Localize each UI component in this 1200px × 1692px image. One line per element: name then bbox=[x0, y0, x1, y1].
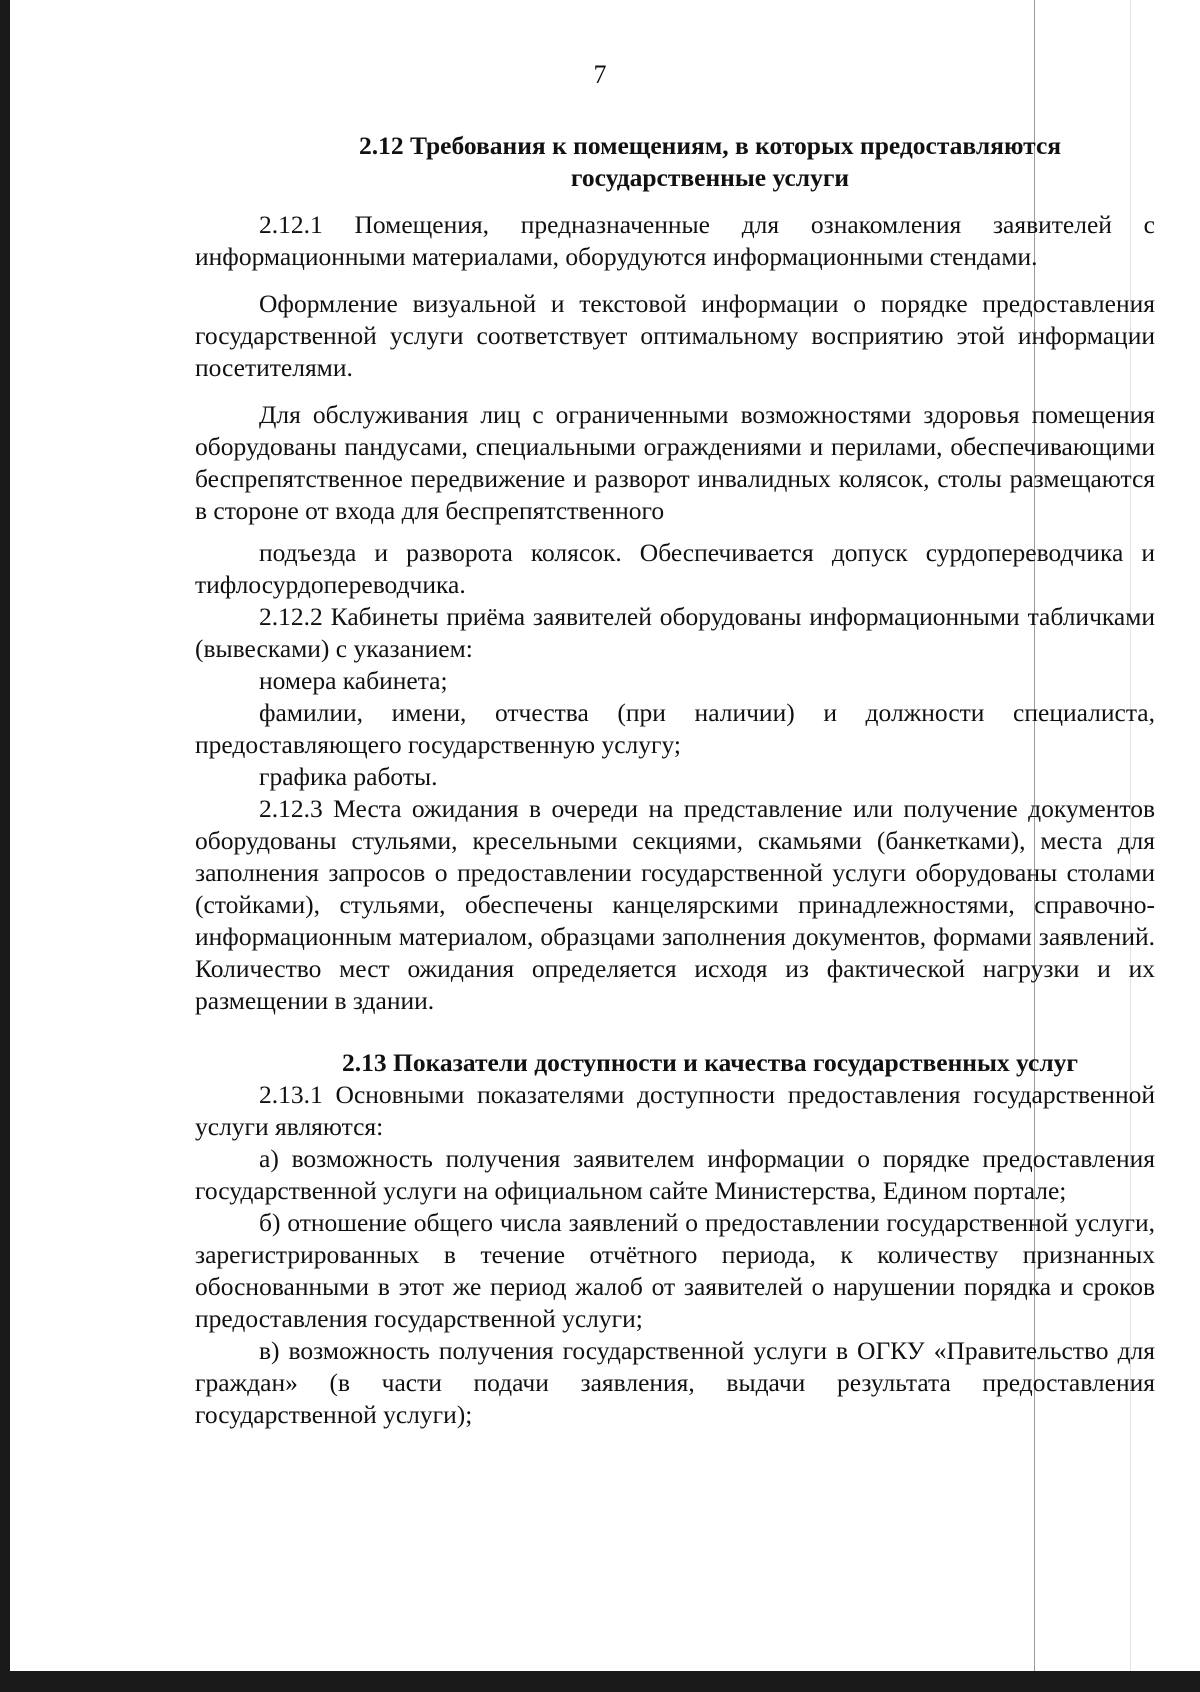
paragraph-2-12-3: 2.12.3 Места ожидания в очереди на представление или получение документов оборудованы стульями, кресельными секциями, скамьями (банкетками), места для заполнения запросов о предоставлении государственной услуги оборудованы столами (стойками), стульями, обеспечены канцелярскими принадлежностями, справочно-информационным материалом, образцами заполнения документов, формами заявлений. Количество мест ожидания определяется исходя из фактической нагрузки и их размещении в здании. bbox=[195, 794, 1155, 1015]
paragraph-2-12-2: 2.12.2 Кабинеты приёма заявителей оборудованы информационными табличками (вывесками) с указанием: bbox=[195, 602, 1155, 663]
section-2-12-heading-line1: 2.12 Требования к помещениям, в которых предоставляются bbox=[358, 131, 1062, 160]
scan-border-bottom bbox=[0, 1671, 1200, 1692]
list-item-a: а) возможность получения заявителем информации о порядке предоставления государственной услуги на официальном сайте Министерства, Едином портале; bbox=[195, 1144, 1155, 1205]
section-2-13-heading: 2.13 Показатели доступности и качества государственных услуг bbox=[342, 1048, 1078, 1077]
list-item-specialist-name: фамилии, имени, отчества (при наличии) и должности специалиста, предоставляющего государственную услугу; bbox=[195, 698, 1155, 759]
list-item-b: б) отношение общего числа заявлений о предоставлении государственной услуги, зарегистрированных в течение отчётного периода, к количеству признанных обоснованными в этот же период жалоб от заявителей о нарушении порядка и сроков предоставления государственной услуги; bbox=[195, 1208, 1155, 1333]
list-item-office-number: номера кабинета; bbox=[259, 666, 448, 695]
page-number: 7 bbox=[593, 60, 607, 89]
paragraph-2-12-1: 2.12.1 Помещения, предназначенные для ознакомления заявителей с информационными материалами, оборудуются информационными стендами. bbox=[195, 210, 1155, 271]
document-body bbox=[195, 130, 1155, 1431]
paragraph-accessibility: Для обслуживания лиц с ограниченными возможностями здоровья помещения оборудованы пандусами, специальными ограждениями и перилами, обеспечивающими беспрепятственное передвижение и разворот инвалидных колясок, столы размещаются в стороне от входа для беспрепятственного bbox=[195, 400, 1155, 525]
paragraph-2-13-1: 2.13.1 Основными показателями доступности предоставления государственной услуги являются: bbox=[195, 1080, 1155, 1141]
list-item-v: в) возможность получения государственной услуги в ОГКУ «Правительство для граждан» (в части подачи заявления, выдачи результата предоставления государственной услуги); bbox=[195, 1336, 1155, 1429]
section-2-12-heading-line2: государственные услуги bbox=[570, 163, 850, 192]
paragraph-design-info: Оформление визуальной и текстовой информации о порядке предоставления государственной услуги соответствует оптимальному восприятию этой информации посетителями. bbox=[195, 289, 1155, 382]
list-item-schedule: графика работы. bbox=[259, 762, 438, 791]
scan-border-left bbox=[0, 0, 10, 1692]
section-2-12-heading bbox=[195, 130, 1155, 194]
paragraph-interpreter: подъезда и разворота колясок. Обеспечивается допуск сурдопереводчика и тифлосурдопереводчика. bbox=[195, 538, 1155, 599]
